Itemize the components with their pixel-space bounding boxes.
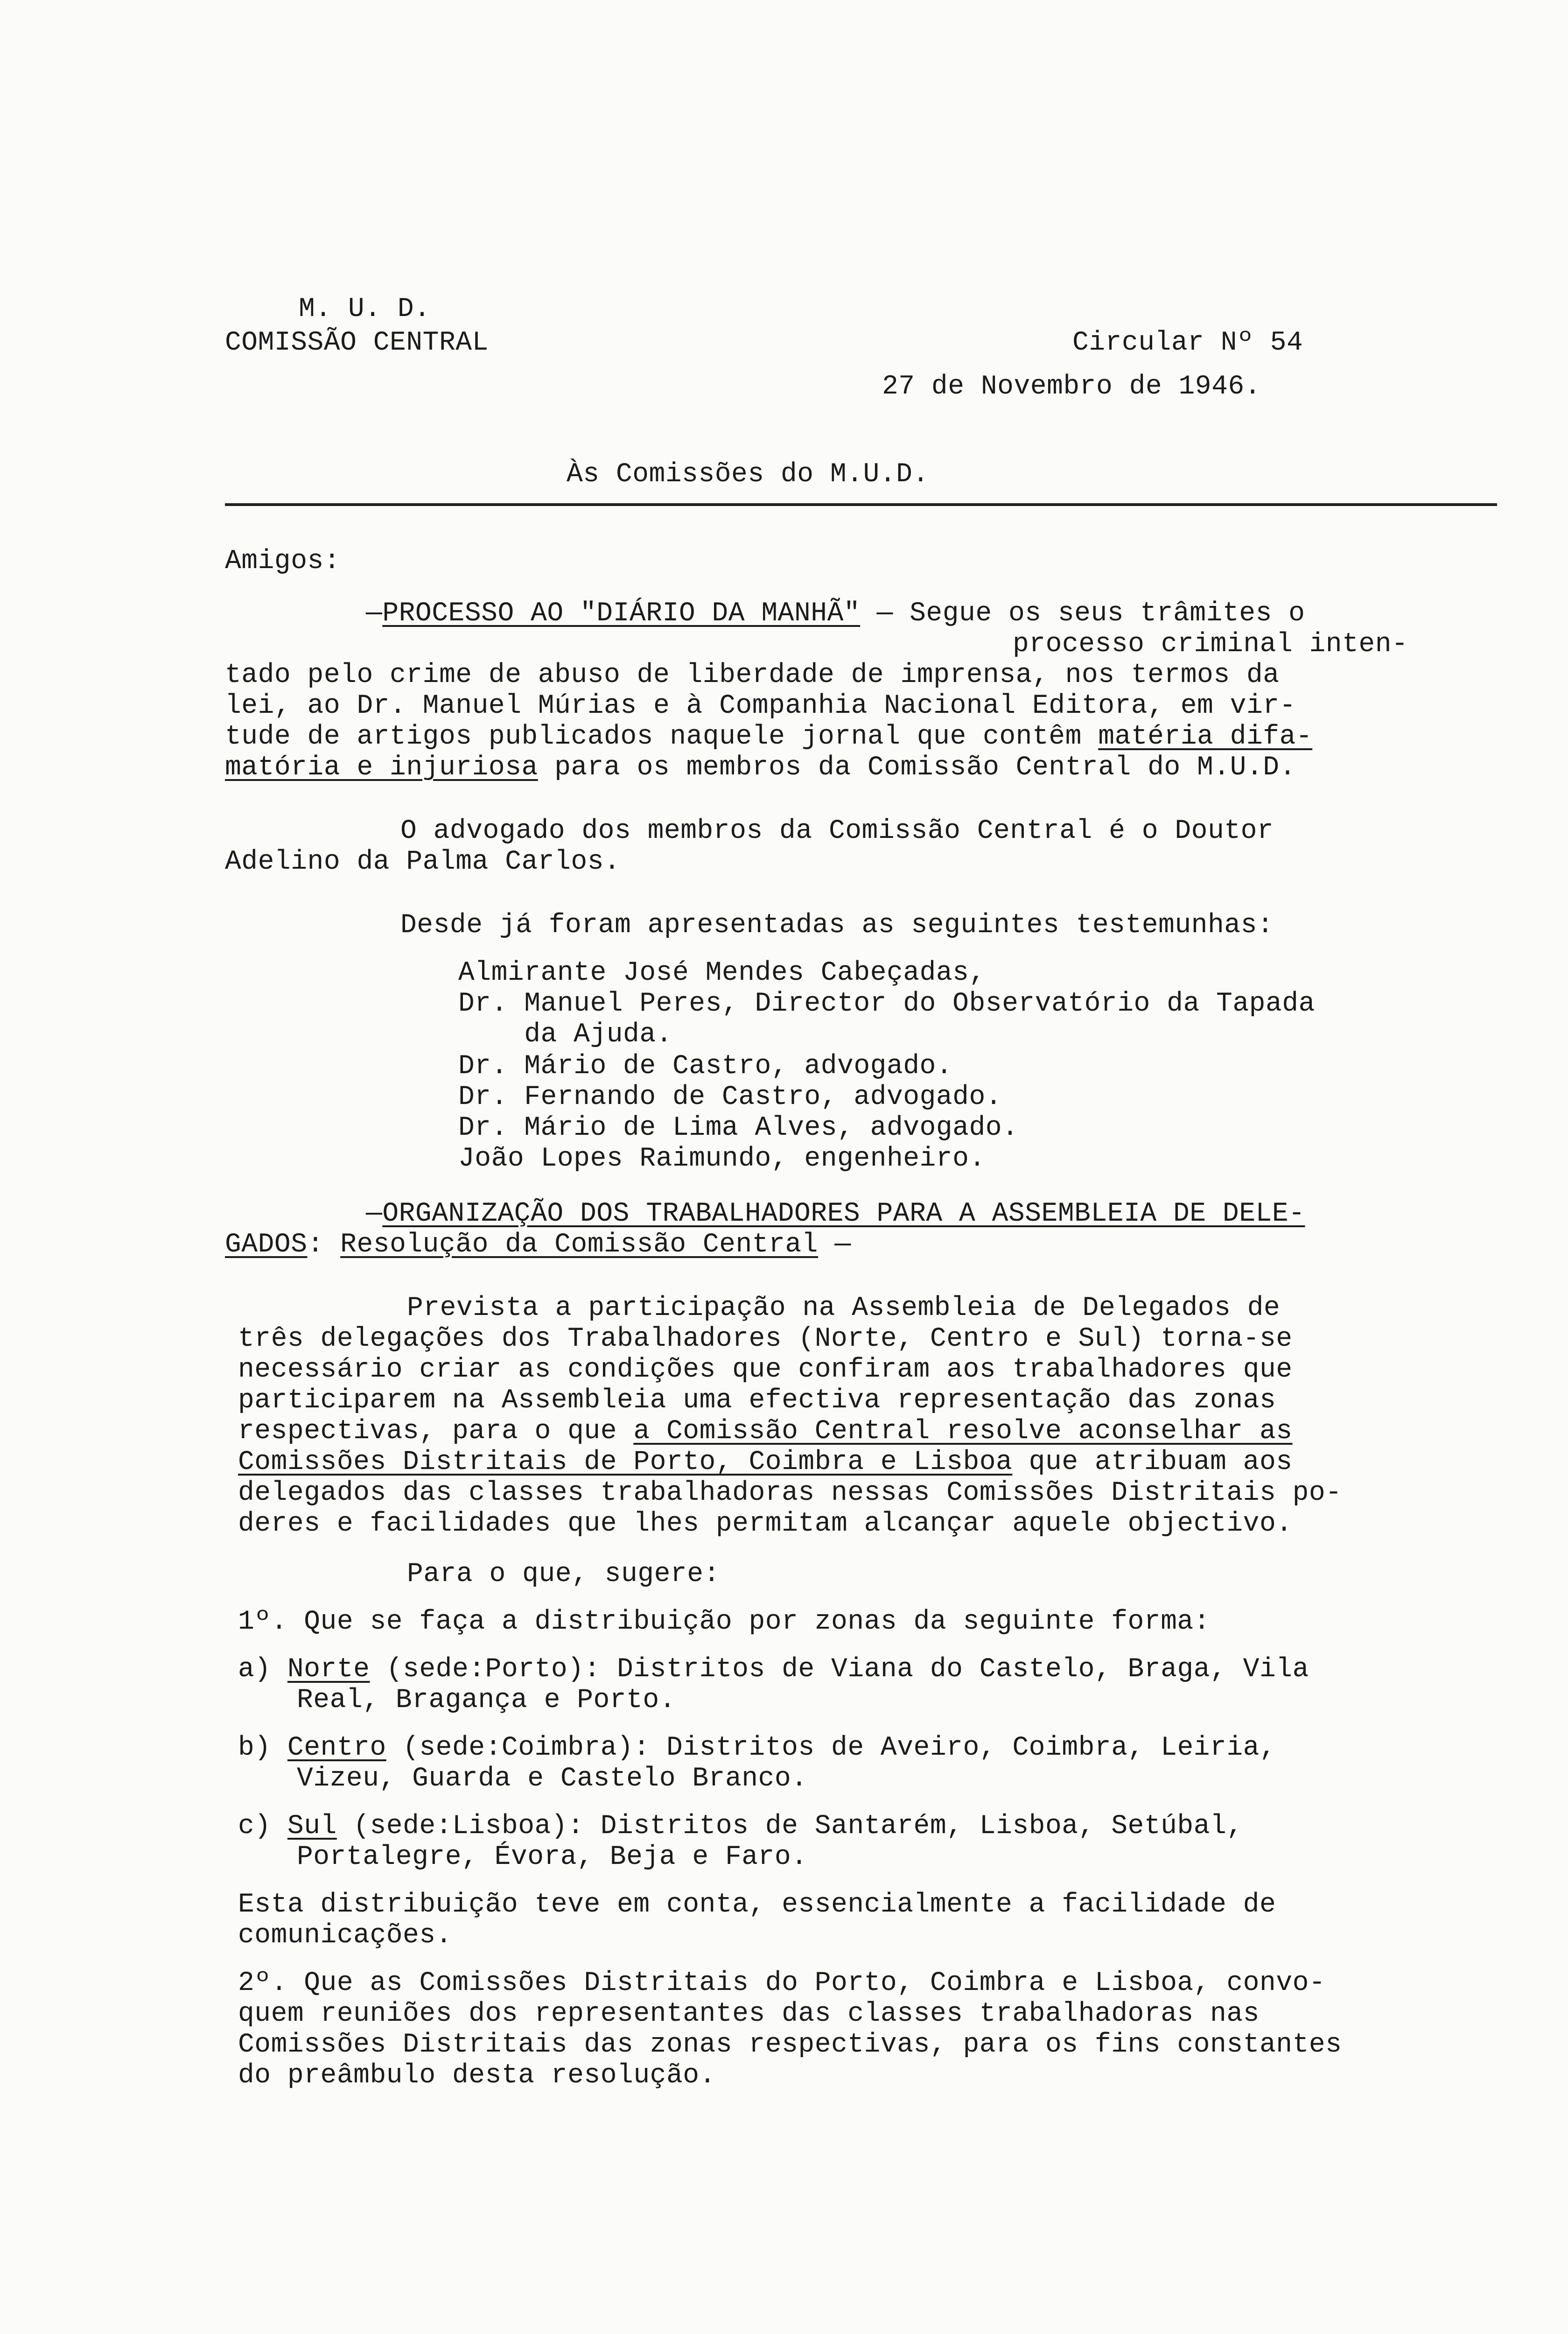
section2-heading: —ORGANIZAÇÃO DOS TRABALHADORES PARA A ASSEMBLEIA DE DELE- xyxy=(366,1199,1305,1229)
para-line: respectivas, para o que a Comissão Central resolve aconselhar as xyxy=(238,1416,1293,1447)
para-line: participarem na Assembleia uma efectiva representação das zonas xyxy=(238,1385,1276,1416)
section1-line: matória e injuriosa para os membros da Comissão Central do M.U.D. xyxy=(225,752,1296,783)
zone-item-cont: Portalegre, Évora, Beja e Faro. xyxy=(297,1842,808,1872)
salutation: Amigos: xyxy=(225,546,341,576)
witness-item: Dr. Fernando de Castro, advogado. xyxy=(458,1082,1002,1112)
section1-line: tado pelo crime de abuso de liberdade de imprensa, nos termos da xyxy=(225,660,1280,690)
para-line: necessário criar as condições que confiram aos trabalhadores que xyxy=(238,1355,1293,1385)
lawyer-line: O advogado dos membros da Comissão Central é o Doutor xyxy=(400,816,1274,846)
suggests-line: Para o que, sugere: xyxy=(407,1559,720,1589)
zone-name: Centro xyxy=(287,1733,386,1763)
distribution-note: Esta distribuição teve em conta, essencialmente a facilidade de xyxy=(238,1890,1276,1920)
witness-item: Dr. Mário de Lima Alves, advogado. xyxy=(458,1113,1019,1143)
zone-name: Norte xyxy=(287,1654,370,1685)
section1-heading xyxy=(366,598,1305,630)
para-line: deres e facilidades que lhes permitam alcançar aquele objectivo. xyxy=(238,1509,1293,1539)
zone-item-cont: Real, Bragança e Porto. xyxy=(297,1685,676,1715)
section1-line: lei, ao Dr. Manuel Múrias e à Companhia Nacional Editora, em vir- xyxy=(225,691,1296,721)
defamatory-phrase: matéria difa- xyxy=(1098,722,1313,752)
item-2: 2º. Que as Comissões Distritais do Porto, Coimbra e Lisboa, convo- xyxy=(238,1968,1326,1998)
committee-name: COMISSÃO CENTRAL xyxy=(225,328,489,358)
para-line: delegados das classes trabalhadoras nessas Comissões Distritais po- xyxy=(238,1478,1342,1508)
para-line: três delegações dos Trabalhadores (Norte, Centro e Sul) torna-se xyxy=(238,1324,1293,1354)
lawyer-line: Adelino da Palma Carlos. xyxy=(225,847,621,877)
zone-name: Sul xyxy=(287,1811,337,1842)
zone-item: b) Centro (sede:Coimbra): Distritos de Aveiro, Coimbra, Leiria, xyxy=(238,1733,1276,1763)
item-2: quem reuniões dos representantes das classes trabalhadoras nas xyxy=(238,1999,1260,2029)
circular-number: Circular Nº 54 xyxy=(1072,328,1303,358)
item-2: do preâmbulo desta resolução. xyxy=(238,2060,716,2091)
item-2: Comissões Distritais das zonas respectivas, para os fins constantes xyxy=(238,2030,1342,2060)
witnesses-intro: Desde já foram apresentadas as seguintes testemunhas: xyxy=(400,910,1274,941)
circular-date: 27 de Novembro de 1946. xyxy=(882,372,1261,402)
section2-title: ORGANIZAÇÃO DOS TRABALHADORES PARA A ASSEMBLEIA DE DELE- xyxy=(382,1199,1305,1229)
witness-item: Dr. Manuel Peres, Director do Observatório da Tapada xyxy=(458,989,1315,1019)
distribution-note: comunicações. xyxy=(238,1920,452,1951)
defamatory-phrase-cont: matória e injuriosa xyxy=(225,752,538,783)
org-name: M. U. D. xyxy=(299,294,431,324)
section2-subtitle: Resolução da Comissão Central xyxy=(340,1230,819,1260)
section1-dash: — xyxy=(366,598,383,629)
zone-item-cont: Vizeu, Guarda e Castelo Branco. xyxy=(297,1764,808,1794)
para-line: Prevista a participação na Assembleia de Delegados de xyxy=(407,1293,1281,1323)
section1-line: tude de artigos publicados naquele jornal que contêm matéria difa- xyxy=(225,722,1313,752)
section2-heading-cont: GADOS: Resolução da Comissão Central — xyxy=(225,1230,851,1260)
zone-item: c) Sul (sede:Lisboa): Distritos de Santarém, Lisboa, Setúbal, xyxy=(238,1811,1243,1842)
section1-after-title: — Segue os seus trâmites o xyxy=(860,598,1305,629)
zone-item: a) Norte (sede:Porto): Distritos de Viana do Castelo, Braga, Vila xyxy=(238,1654,1309,1685)
resolution-phrase-cont: Comissões Distritais de Porto, Coimbra e Lisboa xyxy=(238,1447,1013,1477)
section1-title: PROCESSO AO "DIÁRIO DA MANHÃ" xyxy=(382,598,861,629)
witness-item: João Lopes Raimundo, engenheiro. xyxy=(458,1144,986,1174)
header-divider xyxy=(225,503,1497,506)
witness-item: da Ajuda. xyxy=(458,1019,672,1050)
section1-line: processo criminal inten- xyxy=(1013,629,1408,660)
witness-item: Dr. Mário de Castro, advogado. xyxy=(458,1051,953,1082)
witness-item: Almirante José Mendes Cabeçadas, xyxy=(458,958,986,988)
item-1: 1º. Que se faça a distribuição por zonas da seguinte forma: xyxy=(238,1607,1211,1637)
recipients: Às Comissões do M.U.D. xyxy=(567,459,929,490)
para-line: Comissões Distritais de Porto, Coimbra e Lisboa que atribuam aos xyxy=(238,1447,1293,1477)
resolution-phrase: a Comissão Central resolve aconselhar as xyxy=(633,1416,1293,1447)
